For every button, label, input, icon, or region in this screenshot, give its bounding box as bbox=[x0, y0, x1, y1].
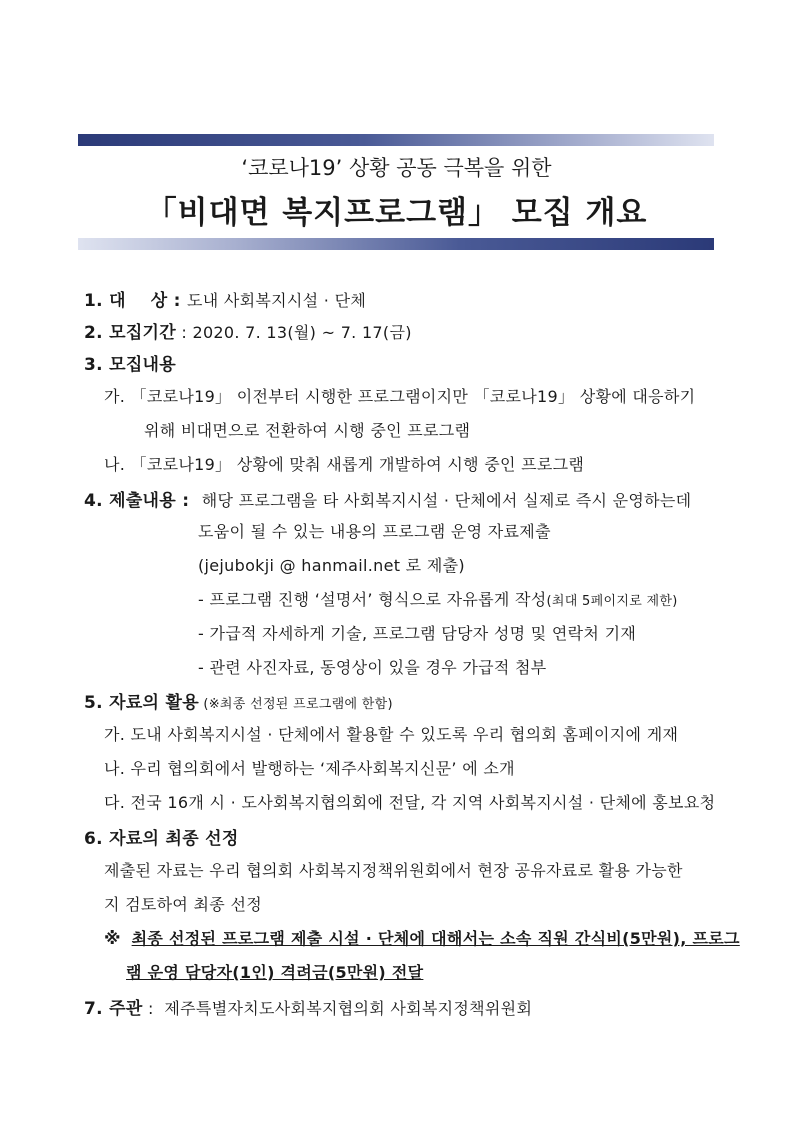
section-text: 해당 프로그램을 타 사회복지시설 · 단체에서 실제로 즉시 운영하는데 bbox=[201, 491, 692, 510]
document-title: 「비대면 복지프로그램」 모집 개요 bbox=[145, 195, 648, 231]
submission-line2: 도움이 될 수 있는 내용의 프로그램 운영 자료제출 bbox=[198, 522, 551, 541]
usage-item-da: 다. 전국 16개 시 · 도사회복지협의회에 전달, 각 지역 사회복지시설 · 단체에 홍보요청 bbox=[104, 793, 716, 812]
submission-email: (jejubokji @ hanmail.net 로 제출) bbox=[198, 556, 465, 575]
selection-note-cont: 램 운영 담당자(1인) 격려금(5만원) 전달 bbox=[126, 963, 424, 982]
selection-line2: 지 검토하여 최종 선정 bbox=[104, 895, 262, 914]
usage-item-ga: 가. 도내 사회복지시설 · 단체에서 활용할 수 있도록 우리 협의회 홈페이지에 게재 bbox=[104, 725, 679, 744]
section-period: 2. 모집기간 : 2020. 7. 13(월) ~ 7. 17(금) bbox=[84, 323, 412, 343]
selection-line1: 제출된 자료는 우리 협의회 사회복지정책위원회에서 현장 공유자료로 활용 가능한 bbox=[104, 861, 683, 880]
section-content-label: 3. 모집내용 bbox=[84, 355, 176, 375]
header-top-bar bbox=[78, 134, 714, 146]
section-selection-label: 6. 자료의 최종 선정 bbox=[84, 829, 239, 849]
section-usage bbox=[84, 688, 393, 713]
content-item-ga: 가. 「코로나19」 이전부터 시행한 프로그램이지만 「코로나19」 상황에 대응하기 bbox=[104, 387, 696, 406]
section-organizer: 7. 주관 : 제주특별자치도사회복지협의회 사회복지정책위원회 bbox=[84, 999, 533, 1019]
section-text: 2020. 7. 13(월) ~ 7. 17(금) bbox=[192, 323, 412, 342]
usage-item-na: 나. 우리 협의회에서 발행하는 ‘제주사회복지신문’ 에 소개 bbox=[104, 759, 515, 778]
note-text: 최종 선정된 프로그램 제출 시설 · 단체에 대해서는 소속 직원 간식비(5만원), 프로그 bbox=[131, 929, 740, 948]
section-label: 2. 모집기간 bbox=[84, 323, 176, 343]
section-label: 7. 주관 bbox=[84, 999, 143, 1019]
usage-note: (※최종 선정된 프로그램에 한함) bbox=[198, 697, 393, 712]
page-limit-note: (최대 5페이지로 제한) bbox=[546, 594, 678, 609]
section-submission: 4. 제출내용 : 해당 프로그램을 타 사회복지시설 · 단체에서 실제로 즉시 운영하는데 bbox=[84, 491, 692, 511]
submission-bullet: - 관련 사진자료, 동영상이 있을 경우 가급적 첨부 bbox=[198, 658, 547, 677]
header-bottom-bar bbox=[78, 238, 714, 250]
content-item-ga-cont: 위해 비대면으로 전환하여 시행 중인 프로그램 bbox=[144, 421, 471, 440]
section-label: 4. 제출내용 bbox=[84, 491, 176, 511]
submission-bullet: - 가급적 자세하게 기술, 프로그램 담당자 성명 및 연락처 기재 bbox=[198, 624, 637, 643]
submission-bullet: - 프로그램 진행 ‘설명서’ 형식으로 자유롭게 작성(최대 5페이지로 제한) bbox=[198, 590, 678, 609]
content-item-na: 나. 「코로나19」 상황에 맞춰 새롭게 개발하여 시행 중인 프로그램 bbox=[104, 455, 585, 474]
section-label: 5. 자료의 활용 bbox=[84, 693, 199, 713]
note-mark: ※ bbox=[104, 929, 121, 949]
section-label: 1. 대 상 bbox=[84, 291, 168, 311]
section-text: 제주특별자치도사회복지협의회 사회복지정책위원회 bbox=[164, 999, 533, 1018]
section-text: 도내 사회복지시설 · 단체 bbox=[186, 291, 367, 310]
section-target: 1. 대 상 : 도내 사회복지시설 · 단체 bbox=[84, 291, 367, 311]
selection-note bbox=[104, 926, 740, 949]
document-subtitle: ‘코로나19’ 상황 공동 극복을 위한 bbox=[241, 156, 552, 180]
